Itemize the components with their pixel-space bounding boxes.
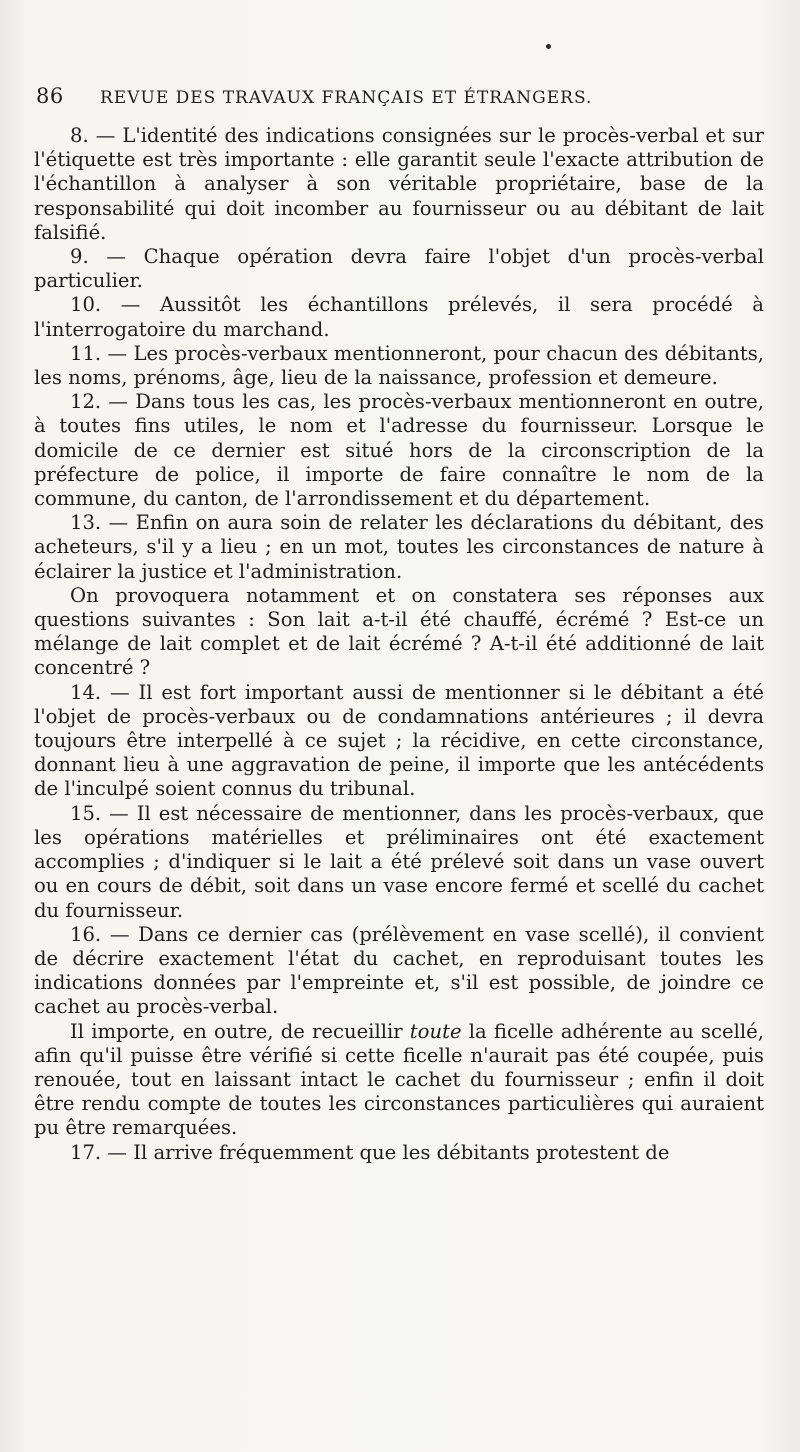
paragraph-14: 14. — Il est fort important aussi de mentionner si le débitant a été l'objet de procès-verbaux ou de condamnations antérieures ; il devra toujours être interpellé à ce sujet ; la récidive, en cette circonstance, donnant lieu à une aggravation de peine, il importe que les antécédents de l'inculpé soient connus du tribunal.	[34, 680, 764, 801]
paragraph-13-questions: On provoquera notamment et on constatera ses réponses aux questions suivantes : Son lait a-t-il été chauffé, écrémé ? Est-ce un mélange de lait complet et de lait écrémé ? A-t-il été additionné de lait concentré ?	[34, 583, 764, 680]
text-run: la ficelle adhérente au scellé, afin qu'il puisse être vérifié si cette ficelle n'aurait pas été coupée, puis renouée, tout en laissant intact le cachet du fournisseur ; enfin il doit être rendu compte de toutes les circonstances particulières qui auraient pu être remarquées.	[34, 1019, 764, 1140]
page-header	[36, 84, 756, 108]
paragraph-8: 8. — L'identité des indications consignées sur le procès-verbal et sur l'étiquette est très importante : elle garantit seule l'exacte attribution de l'échantillon à analyser à son véritable propriétaire, base de la responsabilité qui doit incomber au fournisseur ou au débitant de lait falsifié.	[34, 124, 764, 244]
running-title: REVUE DES TRAVAUX FRANÇAIS ET ÉTRANGERS.	[100, 88, 593, 108]
paragraph-16: 16. — Dans ce dernier cas (prélèvement en vase scellé), il convient de décrire exactement l'état du cachet, en reproduisant toutes les indications données par l'empreinte et, s'il est possible, de joindre ce cachet au procès-verbal.	[34, 922, 764, 1019]
ink-speck	[546, 44, 551, 49]
paragraph-13: 13. — Enfin on aura soin de relater les déclarations du débitant, des acheteurs, s'il y a lieu ; en un mot, toutes les circonstances de nature à éclairer la justice et l'administration.	[34, 511, 764, 583]
paragraph-9: 9. — Chaque opération devra faire l'objet d'un procès-verbal particulier.	[34, 245, 764, 293]
page-number: 86	[36, 84, 64, 108]
paragraph-10: 10. — Aussitôt les échantillons prélevés, il sera procédé à l'interrogatoire du marchand.	[34, 293, 764, 341]
text-run: Il importe, en outre, de recueillir	[70, 1019, 410, 1043]
emphasis-toute: toute	[409, 1019, 462, 1043]
paragraph-17: 17. — Il arrive fréquemment que les débitants protestent de	[70, 1140, 670, 1164]
paragraph-16-string	[34, 1020, 764, 1141]
paragraph-12: 12. — Dans tous les cas, les procès-verbaux mentionneront en outre, à toutes fins utiles, le nom et l'adresse du fournisseur. Lorsque le domicile de ce dernier est situé hors de la circonscription de la préfecture de police, il importe de faire connaître le nom de la commune, du canton, de l'arrondissement et du département.	[34, 390, 764, 511]
page-body	[34, 124, 764, 1165]
paragraph-15: 15. — Il est nécessaire de mentionner, dans les procès-verbaux, que les opérations matérielles et préliminaires ont été exactement accomplies ; d'indiquer si le lait a été prélevé soit dans un vase ouvert ou en cours de débit, soit dans un vase encore fermé et scellé du cachet du fournisseur.	[34, 801, 764, 922]
paragraph-11: 11. — Les procès-verbaux mentionneront, pour chacun des débitants, les noms, prénoms, âge, lieu de la naissance, profession et demeure.	[34, 341, 764, 390]
